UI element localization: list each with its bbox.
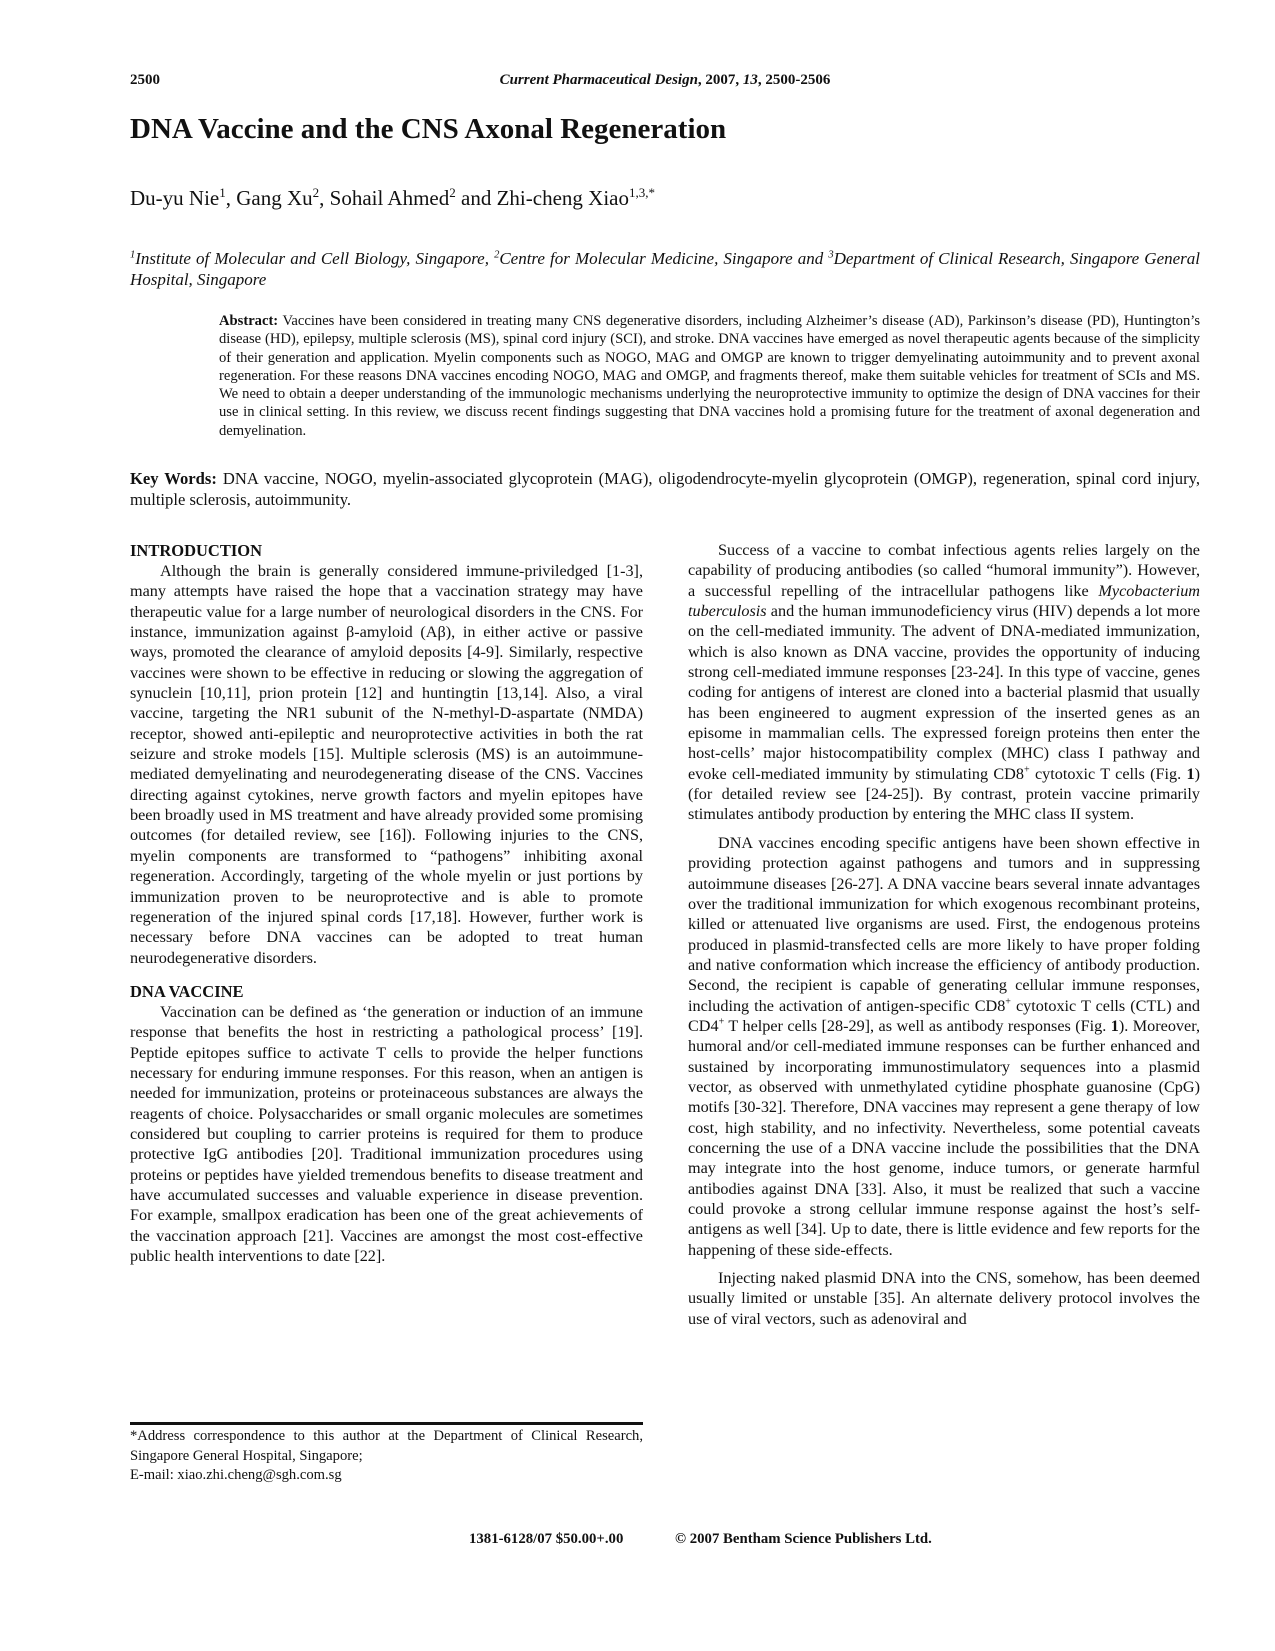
paragraph: Although the brain is generally considered immune-priviledged [1-3], many attempts have raised the hope that a vaccination strategy may have therapeutic value for a large number of neurological disorders in the CNS. For instance, immunization against β-amyloid (Aβ), in either active or passive ways, promoted the clearance of amyloid deposits [4-9]. Similarly, respective vaccines were shown to be effective in reducing or slowing the aggregation of synuclein [10,11], prion protein [12] and huntingtin [13,14]. Also, a viral vaccine, targeting the NR1 subunit of the N-methyl-D-aspartate (NMDA) receptor, showed anti-epileptic and neuroprotective activities in both the rat seizure and stroke models [15]. Multiple sclerosis (MS) is an autoimmune-mediated demyelinating and neurodegenerating disease of the CNS. Vaccines directing against cytokines, nerve growth factors and myelin epitopes have been broadly used in MS treatment and have already provided some promising outcomes (for detailed review, see [16]). Following injuries to the CNS, myelin components are transformed to “pathogens” inhibiting axonal regeneration. Accordingly, targeting of the whole myelin or just portions by immunization proven to be neuroprotective and is able to promote regeneration of the injured spinal cords [17,18]. However, further work is necessary before DNA vaccines can be adopted to treat human neurodegenerative disorders.: [130, 562, 643, 967]
author-name: Zhi-cheng Xiao: [496, 186, 629, 210]
affil-mark: 3: [828, 249, 834, 261]
keywords-text: DNA vaccine, NOGO, myelin-associated glycoprotein (MAG), oligodendrocyte-myelin glycoprotein (OMGP), regeneration, spinal cord injury, multiple sclerosis, autoimmunity.: [130, 469, 1200, 509]
text-run: cytotoxic T cells (Fig.: [1029, 764, 1187, 783]
issn-price: 1381-6128/07 $50.00+.00: [469, 1531, 624, 1547]
author-name: Du-yu Nie: [130, 186, 220, 210]
journal-name: Current Pharmaceutical Design: [499, 72, 698, 88]
figure-reference[interactable]: 1: [1110, 1016, 1119, 1035]
text-run: ). Moreover, humoral and/or cell-mediated immune responses can be further enhanced and sustained by incorporating immunostimulatory sequences into a plasmid vector, as observed with unmethylated cytidine phosphate guanosine (CpG) motifs [30-32]. Therefore, DNA vaccines may represent a gene therapy of low cost, high stability, and no infectivity. Nevertheless, some potential caveats concerning the use of a DNA vaccine include the possibilities that the DNA may integrate into the host genome, induce tumors, or generate harmful antibodies against DNA [33]. Also, it must be realized that such a vaccine could provoke a strong cellular immune response against the host’s self-antigens as well [34]. Up to date, there is little evidence and few reports for the happening of these side-effects.: [688, 1016, 1200, 1259]
affil-mark: 2: [494, 249, 500, 261]
text-run: T helper cells [28-29], as well as antibody responses (Fig.: [724, 1016, 1111, 1035]
correspondence-footnote: [130, 1427, 643, 1486]
text-run: ) (for detailed review see [24-25]). By contrast, protein vaccine primarily stimulates antibody production by entering the MHC class II system.: [688, 764, 1200, 824]
figure-reference[interactable]: 1: [1186, 764, 1195, 783]
text-run: and the human immunodeficiency virus (HIV) depends a lot more on the cell-mediated immunity. The advent of DNA-mediated immunization, which is also known as DNA vaccine, provides the opportunity of inducing strong cell-mediated immune responses [23-24]. In this type of vaccine, genes coding for antigens of interest are cloned into a bacterial plasmid that usually has been engineered to augment expression of the inserted genes as an episome in mammalian cells. The expressed foreign proteins then enter the host-cells’ major histocompatibility complex (MHC) class I pathway and evoke cell-mediated immunity by stimulating CD8: [688, 602, 1200, 783]
abstract-text: Vaccines have been considered in treating many CNS degenerative disorders, including Alzheimer’s disease (AD), Parkinson’s disease (PD), Huntington’s disease (HD), epilepsy, multiple sclerosis (MS), spinal cord injury (SCI), and stroke. DNA vaccines have emerged as novel therapeutic agents because of the simplicity of their generation and application. Myelin components such as NOGO, MAG and OMGP are known to trigger demyelinating autoimmunity and to prevent axonal regeneration. For these reasons DNA vaccines encoding NOGO, MAG and OMGP, and fragments thereof, make them suitable vehicles for treatment of SCIs and MS. We need to obtain a deeper understanding of the immunologic mechanisms underlying the neuroprotective immunity to optimize the design of DNA vaccines for their use in clinical setting. In this review, we discuss recent findings suggesting that DNA vaccines hold a promising future for the treatment of axonal degeneration and demyelination.: [219, 313, 1201, 439]
page-number: 2500: [130, 72, 160, 88]
section-heading-introduction: INTRODUCTION: [130, 541, 263, 560]
text-run: DNA vaccines encoding specific antigens have been shown effective in providing protection against pathogens and tumors and in suppressing autoimmune diseases [26-27]. A DNA vaccine bears several innate advantages over the traditional immunization for which exogenous recombinant proteins, killed or attenuated live organisms are used. First, the endogenous proteins produced in plasmid-transfected cells are more likely to have proper folding and native conformation which increase the efficiency of antibody production. Second, the recipient is capable of generating cellular immune responses, including the activation of antigen-specific CD8: [688, 833, 1200, 1015]
author-affil-mark: 2: [312, 185, 320, 200]
author-affil-mark: 1: [219, 185, 226, 200]
running-header: [130, 72, 1200, 94]
superscript: +: [1005, 996, 1011, 1008]
copyright: © 2007 Bentham Science Publishers Ltd.: [675, 1531, 932, 1547]
journal-volume: 13: [742, 72, 758, 88]
abstract-label: Abstract:: [219, 313, 279, 329]
affiliation: Centre for Molecular Medicine, Singapore and: [499, 249, 824, 268]
left-column: [130, 540, 643, 1266]
affiliation: Institute of Molecular and Cell Biology, Singapore,: [135, 249, 489, 268]
superscript: +: [718, 1016, 725, 1028]
affiliation: Department of Clinical Research, Singapore General Hospital, Singapore: [130, 249, 1201, 289]
journal-citation: Current Pharmaceutical Design, 2007, 13, 2500-2506: [499, 72, 831, 88]
affil-mark: 1: [130, 249, 136, 261]
author-name: Gang Xu: [236, 186, 313, 210]
section-heading-dna-vaccine: DNA VACCINE: [130, 981, 244, 1001]
abstract: [219, 312, 1200, 440]
superscript: +: [1023, 764, 1030, 776]
text-run: Success of a vaccine to combat infectious agents relies largely on the capability of producing antibodies (so called “humoral immunity”). However, a successful repelling of the intracellular pathogens like: [688, 541, 1200, 600]
journal-pages: 2500-2506: [765, 72, 831, 88]
article-title: DNA Vaccine and the CNS Axonal Regeneration: [130, 113, 727, 145]
keywords: [130, 468, 1200, 510]
footnote-address: *Address correspondence to this author at the Department of Clinical Research, Singapore General Hospital, Singapore;: [130, 1428, 643, 1464]
author-affil-mark: 2: [449, 185, 456, 200]
paragraph: Injecting naked plasmid DNA into the CNS, somehow, has been deemed usually limited or unstable [35]. An alternate delivery protocol involves the use of viral vectors, such as adenoviral and: [688, 1269, 1200, 1328]
text-run: cytotoxic T cells (CTL) and CD4: [688, 996, 1200, 1035]
author-list: Du-yu Nie$^1$, Gang Xu$^2$, Sohail Ahmed$^2$ and Zhi-cheng Xiao$^{1,3,*}$: [130, 185, 656, 210]
footnote-email[interactable]: E-mail: xiao.zhi.cheng@sgh.com.sg: [130, 1467, 342, 1483]
paragraph: [688, 833, 1200, 1260]
author-name: Sohail Ahmed: [329, 186, 450, 210]
paragraph: Vaccination can be defined as ‘the generation or induction of an immune response that benefits the host in restricting a pathological process’ [19]. Peptide epitopes suffice to activate T cells to provide the helper functions necessary for enduring immune responses. For this reason, when an antigen is needed for immunization, proteins or proteinaceous substances are always the reagents of choice. Polysaccharides or small organic molecules are sometimes considered but coupling to carrier proteins is required for them to produce protective IgG antibodies [20]. Traditional immunization procedures using proteins or peptides have yielded tremendous benefits to disease treatment and have accumulated successes and valuable experience in disease prevention. For example, smallpox eradication has been one of the great achievements of the vaccination approach [21]. Vaccines are amongst the most cost-effective public health interventions to date [22].: [130, 1002, 643, 1265]
author-affil-mark: 1,3,*: [628, 185, 656, 200]
keywords-label: Key Words:: [130, 469, 217, 488]
species-name: Mycobacterium tuberculosis: [688, 581, 1200, 621]
footnote-divider: [130, 1422, 643, 1425]
affiliations: [130, 248, 1200, 290]
paragraph: [688, 540, 1200, 825]
journal-year: 2007: [705, 72, 736, 88]
right-column: [688, 540, 1200, 1329]
